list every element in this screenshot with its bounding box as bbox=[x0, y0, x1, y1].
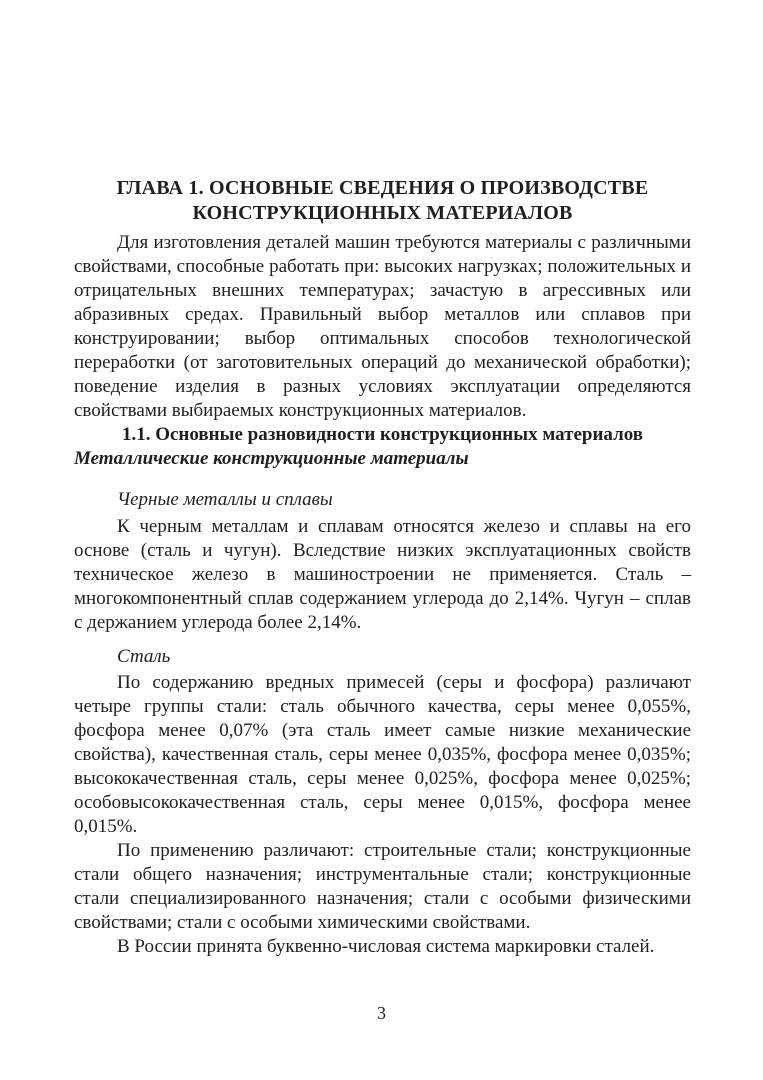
page-number: 3 bbox=[377, 1003, 386, 1023]
steel-applications-paragraph: По применению различают: строительные стали; конструкционные стали общего назначения; инструментальные стали; конструкционные стали специализированного назначения; стали с особыми физическими свойствами; стали с особыми химическими свойствами. bbox=[74, 840, 691, 933]
chapter-title: ГЛАВА 1. ОСНОВНЫЕ СВЕДЕНИЯ О ПРОИЗВОДСТВЕ КОНСТРУКЦИОННЫХ МАТЕРИАЛОВ bbox=[116, 177, 649, 224]
ferrous-metals-heading: Черные металлы и сплавы bbox=[117, 489, 333, 510]
ferrous-metals-paragraph: К черным металлам и сплавам относятся железо и сплавы на его основе (сталь и чугун). Вследствие низких эксплуатационных свойств техническое железо в машиностроении не применяется. Сталь – многокомпонентный сплав содержанием углерода до 2,14%. Чугун – сплав с держанием углерода более 2,14%. bbox=[74, 516, 691, 633]
section-1-1-heading: 1.1. Основные разновидности конструкционных материалов bbox=[121, 424, 644, 445]
steel-heading: Сталь bbox=[117, 646, 171, 667]
intro-paragraph: Для изготовления деталей машин требуются материалы с различными свойствами, способные работать при: высоких нагрузках; положительных и отрицательных внешних температурах; зачастую в агрессивных или абразивных средах. Правильный выбор металлов или сплавов при конструировании; выбор оптимальных способов технологической переработки (от заготовительных операций до механической обработки); поведение изделия в разных условиях эксплуатации определяются свойствами выбираемых конструкционных материалов. bbox=[74, 232, 691, 421]
steel-marking-paragraph: В России принята буквенно-числовая система маркировки сталей. bbox=[117, 936, 655, 957]
steel-impurities-paragraph: По содержанию вредных примесей (серы и фосфора) различают четыре группы стали: сталь обычного качества, серы менее 0,055%, фосфора менее 0,07% (эта сталь имеет самые низкие механические свойства), качественная сталь, серы менее 0,035%, фосфора менее 0,035%; высококачественная сталь, серы менее 0,025%, фосфора менее 0,025%; особовысококачественная сталь, серы менее 0,015%, фосфора менее 0,015%. bbox=[74, 672, 691, 837]
metal-materials-subheading: Металлические конструкционные материалы bbox=[74, 448, 469, 469]
